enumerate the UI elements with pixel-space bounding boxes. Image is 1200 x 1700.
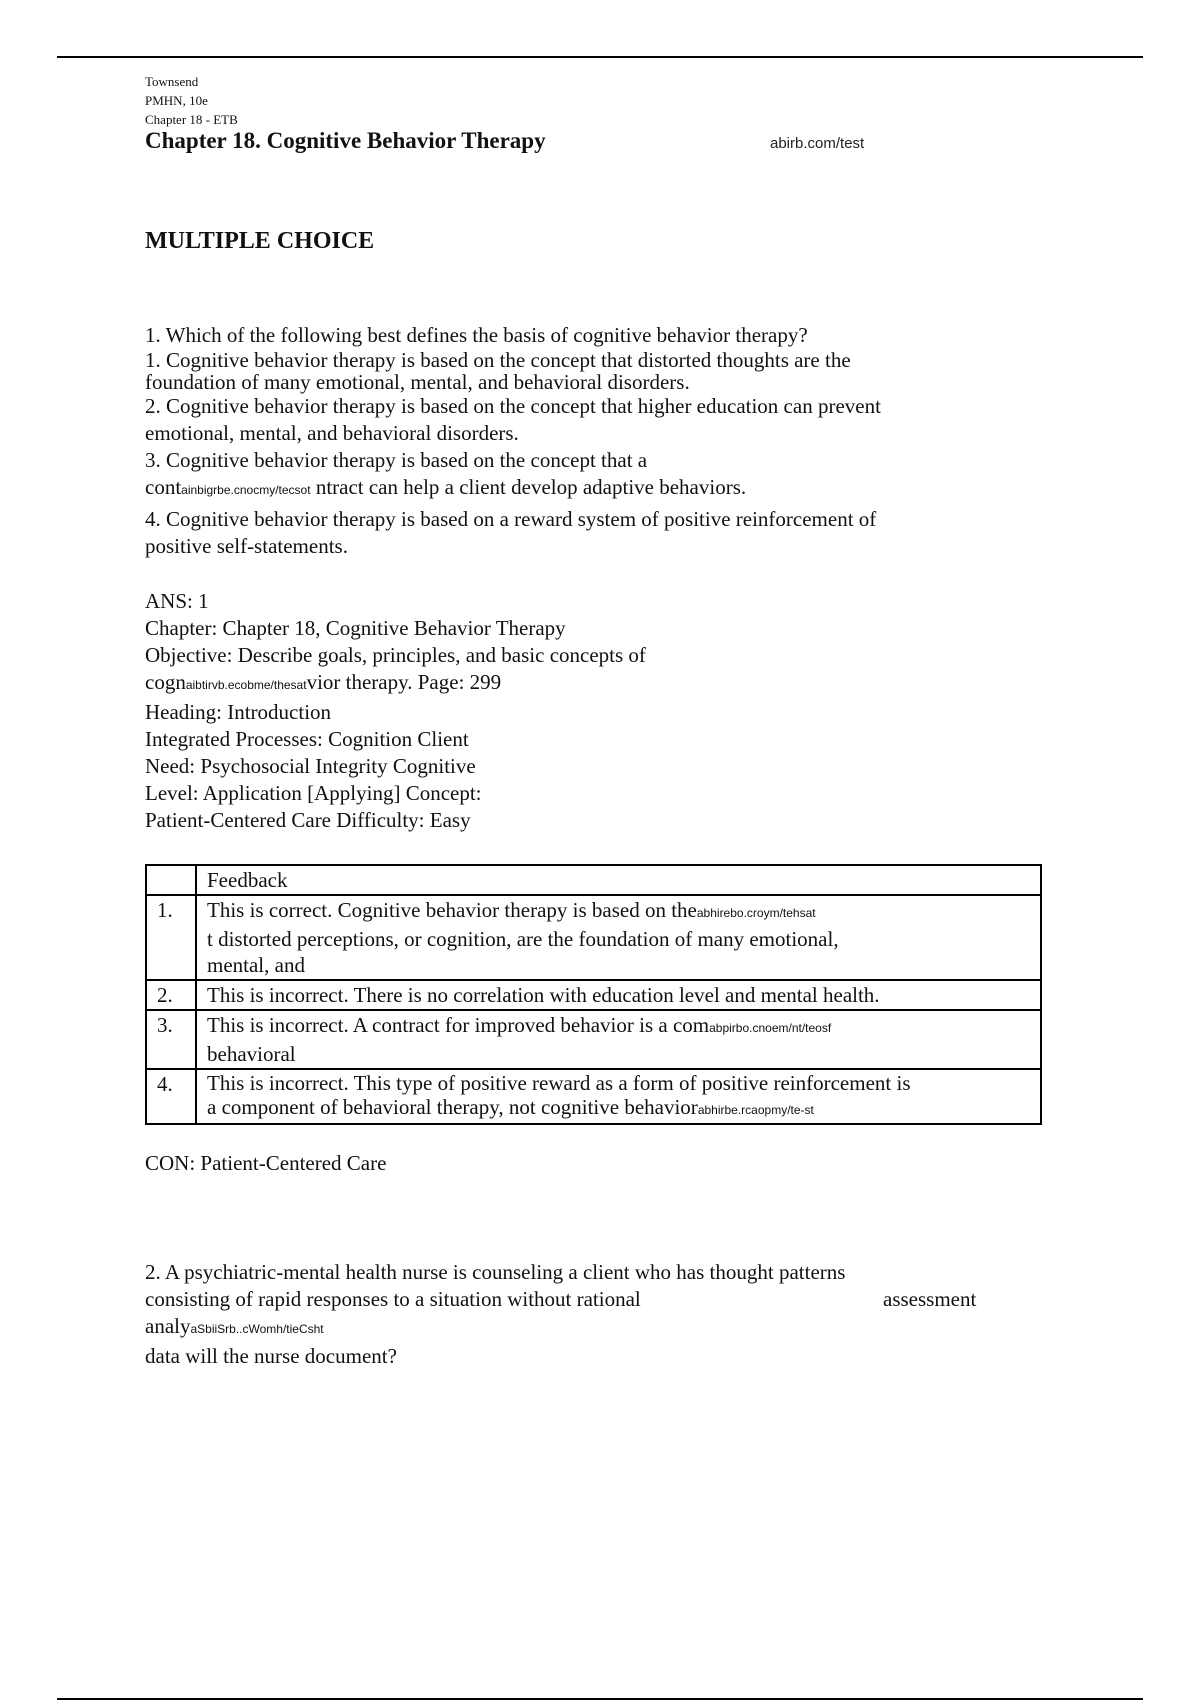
option-4 (145, 506, 1025, 560)
question-2 (145, 1259, 1025, 1370)
question-2-line3-a: analy (145, 1314, 191, 1338)
feedback-3-text-b: behavioral (207, 1042, 296, 1066)
running-header (145, 72, 238, 129)
question-2-line2-text: consisting of rapid responses to a situation without rational (145, 1287, 641, 1311)
feedback-num: 1. (146, 895, 196, 980)
option-2 (145, 393, 1025, 447)
table-row (146, 1069, 1041, 1124)
table-row (146, 895, 1041, 980)
option-3-line2-a: cont (145, 475, 182, 499)
meta-objective-a: cogn (145, 670, 186, 694)
question-2-line3 (145, 1313, 1025, 1343)
meta-objective-noise: aibtirvb.ecobme/thesat (185, 678, 307, 692)
option-3-line2-b: ntract can help a client develop adaptive behaviors. (310, 475, 747, 499)
meta-chapter: Chapter: Chapter 18, Cognitive Behavior Therapy (145, 616, 566, 640)
concept-line: CON: Patient-Centered Care (145, 1151, 387, 1175)
header-book: PMHN, 10e (145, 93, 208, 108)
feedback-num: 2. (146, 980, 196, 1010)
meta-objective-line2 (145, 669, 845, 699)
option-2-line1: 2. Cognitive behavior therapy is based on the concept that higher education can prevent (145, 394, 881, 418)
feedback-1-text-b: t distorted perceptions, or cognition, are the foundation of many emotional, (207, 927, 839, 951)
option-3-watermark-noise: ainbigrbe.cnocmy/tecsot (181, 483, 311, 497)
meta-objective-line1: Objective: Describe goals, principles, and basic concepts of (145, 643, 646, 667)
meta-level: Level: Application [Applying] Concept: (145, 781, 482, 805)
option-1-line1: 1. Cognitive behavior therapy is based on the concept that distorted thoughts are the (145, 348, 851, 372)
table-row (146, 1010, 1041, 1069)
feedback-4-noise: abhirbe.rcaopmy/te-st (697, 1103, 814, 1117)
feedback-num: 4. (146, 1069, 196, 1124)
chapter-title: Chapter 18. Cognitive Behavior Therapy (145, 128, 546, 153)
meta-processes: Integrated Processes: Cognition Client (145, 727, 469, 751)
option-4-line2: positive self-statements. (145, 534, 348, 558)
feedback-1-text-a: This is correct. Cognitive behavior therapy is based on the (207, 898, 697, 922)
question-1 (145, 322, 1025, 560)
meta-need: Need: Psychosocial Integrity Cognitive (145, 754, 476, 778)
option-1 (145, 349, 1025, 393)
header-author: Townsend (145, 74, 199, 89)
section-title: MULTIPLE CHOICE (145, 228, 375, 254)
option-2-line2: emotional, mental, and behavioral disorders. (145, 421, 519, 445)
feedback-4-text-a: This is incorrect. This type of positive reward as a form of positive reinforcement is (207, 1071, 911, 1095)
question-1-meta (145, 588, 845, 834)
meta-heading: Heading: Introduction (145, 700, 332, 724)
feedback-3-noise: abpirbo.cnoem/nt/teosf (709, 1021, 832, 1035)
feedback-text (196, 1069, 1041, 1124)
question-2-line2-right: assessment (883, 1287, 977, 1311)
option-3 (145, 447, 1025, 504)
feedback-text (196, 895, 1041, 980)
feedback-1-noise: abhirebo.croym/tehsat (696, 906, 816, 920)
feedback-header-cell: Feedback (196, 865, 1041, 895)
feedback-table (145, 864, 1042, 1125)
feedback-text: This is incorrect. There is no correlation with education level and mental health. (196, 980, 1041, 1010)
table-row (146, 980, 1041, 1010)
feedback-header-num-cell (146, 865, 196, 895)
meta-difficulty: Patient-Centered Care Difficulty: Easy (145, 808, 471, 832)
answer-key: ANS: 1 (145, 589, 209, 613)
feedback-num: 3. (146, 1010, 196, 1069)
question-2-line1: 2. A psychiatric-mental health nurse is counseling a client who has thought patterns (145, 1260, 846, 1284)
feedback-3-text-a: This is incorrect. A contract for improved behavior is a com (207, 1013, 710, 1037)
feedback-1-text-c: mental, and (207, 953, 305, 977)
question-2-line4: data will the nurse document? (145, 1344, 397, 1368)
feedback-4-text-b: a component of behavioral therapy, not cognitive behavior (207, 1095, 698, 1119)
top-rule (57, 56, 1143, 58)
feedback-header-row (146, 865, 1041, 895)
header-chapter-code: Chapter 18 - ETB (145, 112, 238, 127)
option-4-line1: 4. Cognitive behavior therapy is based on a reward system of positive reinforcement of (145, 507, 877, 531)
meta-objective-b: vior therapy. Page: 299 (306, 670, 502, 694)
question-2-line3-noise: aSbiiSrb..cWomh/tieCsht (190, 1322, 324, 1336)
watermark-text: abirb.com/test (770, 135, 865, 152)
option-3-line1: 3. Cognitive behavior therapy is based on the concept that a (145, 448, 648, 472)
option-1-line2: foundation of many emotional, mental, and behavioral disorders. (145, 370, 690, 394)
feedback-text (196, 1010, 1041, 1069)
question-2-line2 (145, 1286, 1025, 1313)
question-1-stem: 1. Which of the following best defines the basis of cognitive behavior therapy? (145, 323, 808, 347)
